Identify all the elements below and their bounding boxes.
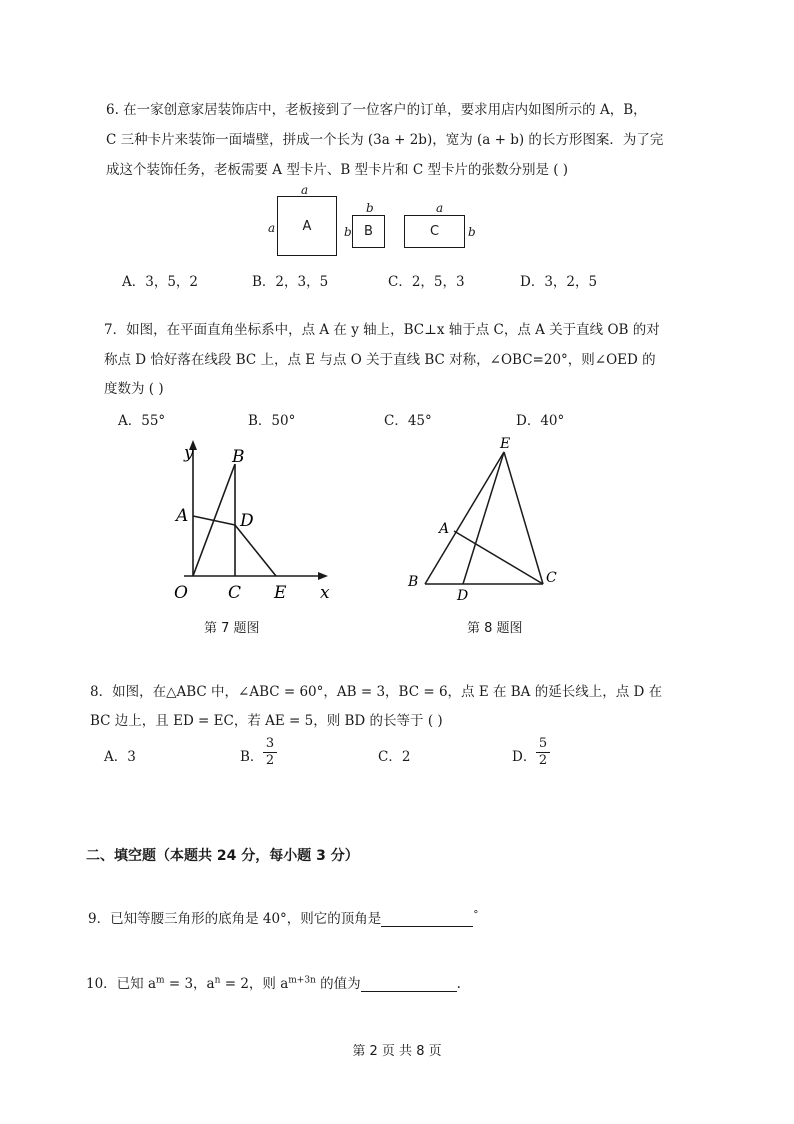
segment-de bbox=[235, 525, 276, 576]
q6-option-b: B．2，3，5 bbox=[252, 274, 329, 290]
q8-line-2: BC 边上，且 ED = EC，若 AE = 5，则 BD 的长等于 ( ) bbox=[90, 713, 443, 729]
card-b bbox=[352, 215, 385, 248]
fig7-label-e: E bbox=[274, 583, 287, 603]
fig7-label-x: x bbox=[320, 583, 330, 603]
q8-line-1: 8．如图，在△ABC 中，∠ABC = 60°，AB = 3，BC = 6，点 E 在 BA 的延长线上，点 D 在 bbox=[90, 684, 663, 700]
card-b-top-label: b bbox=[366, 201, 374, 215]
segment-ad bbox=[193, 516, 235, 525]
q10-mid-2: = 2，则 a bbox=[220, 976, 289, 992]
q8-option-b-fraction bbox=[263, 736, 277, 769]
q10-exp-m: m bbox=[156, 975, 165, 986]
q7-option-d: D．40° bbox=[516, 413, 565, 429]
q10-mid-3: 的值为 bbox=[315, 976, 361, 992]
q8-option-c: C．2 bbox=[378, 749, 411, 765]
x-axis-arrow-icon bbox=[318, 572, 328, 580]
page-footer: 第 2 页 共 8 页 bbox=[352, 1044, 442, 1059]
q10-exp-mn: m+3n bbox=[288, 975, 316, 986]
q6-option-c: C．2，5，3 bbox=[388, 274, 465, 290]
card-a-label: A bbox=[302, 218, 312, 234]
q8-option-b-numerator: 3 bbox=[263, 736, 277, 753]
q9-answer-blank[interactable] bbox=[381, 912, 473, 927]
segment-eb bbox=[425, 452, 504, 584]
fig7-label-b: B bbox=[232, 447, 245, 467]
q8-option-d-prefix: D． bbox=[512, 749, 537, 765]
q7-option-c: C．45° bbox=[384, 413, 432, 429]
q6-option-a: A．3，5，2 bbox=[122, 274, 199, 290]
q6-option-d: D．3，2，5 bbox=[520, 274, 598, 290]
q10-exp-n: n bbox=[214, 975, 221, 986]
card-c-label: C bbox=[429, 224, 440, 239]
q8-option-b-prefix: B． bbox=[240, 749, 264, 765]
q8-option-d-denominator: 2 bbox=[538, 753, 548, 768]
card-c-top-label: a bbox=[436, 201, 444, 215]
q7-option-a: A．55° bbox=[118, 413, 166, 429]
q8-figure bbox=[400, 432, 570, 606]
fig7-label-a: A bbox=[176, 506, 189, 526]
fig8-label-a: A bbox=[439, 521, 450, 537]
q6-line-1: 6. 在一家创意家居装饰店中，老板接到了一位客户的订单，要求用店内如图所示的 A，B， bbox=[106, 102, 647, 118]
card-a-side-label: a bbox=[268, 221, 276, 235]
fig7-label-y: y bbox=[184, 443, 194, 463]
card-b-side-label: b bbox=[344, 225, 352, 239]
q9-suffix: ° bbox=[473, 909, 479, 921]
q10-answer-blank[interactable] bbox=[361, 977, 457, 992]
section-2-heading: 二、填空题（本题共 24 分，每小题 3 分） bbox=[86, 848, 359, 864]
card-a bbox=[277, 196, 337, 256]
q10-mid-1: = 3，a bbox=[164, 976, 215, 992]
q7-line-2: 称点 D 恰好落在线段 BC 上，点 E 与点 O 关于直线 BC 对称，∠OBC=20°，则∠OED 的 bbox=[104, 352, 656, 368]
q10-line bbox=[86, 972, 461, 992]
fig8-label-c: C bbox=[546, 570, 557, 586]
card-b-label: B bbox=[364, 224, 373, 239]
q7-line-3: 度数为 ( ) bbox=[104, 381, 164, 397]
q6-line-3: 成这个装饰任务，老板需要 A 型卡片、B 型卡片和 C 型卡片的张数分别是 ( ) bbox=[106, 162, 569, 178]
q8-figure-caption: 第 8 题图 bbox=[467, 621, 523, 636]
fig8-label-e: E bbox=[500, 436, 511, 452]
card-c-side-label: b bbox=[468, 225, 476, 239]
q9-line bbox=[88, 907, 478, 927]
q7-figure bbox=[160, 436, 340, 606]
fig8-label-b: B bbox=[408, 574, 419, 590]
q10-prefix: 10．已知 a bbox=[86, 976, 157, 992]
q7-option-b: B．50° bbox=[248, 413, 296, 429]
q6-line-2: C 三种卡片来装饰一面墙壁，拼成一个长为 (3a + 2b)，宽为 (a + b) 的长方形图案．为了完 bbox=[106, 132, 664, 148]
q8-option-a: A．3 bbox=[104, 749, 136, 765]
segment-ed bbox=[463, 452, 504, 584]
fig7-label-d: D bbox=[240, 511, 254, 531]
fig7-label-o: O bbox=[174, 583, 188, 603]
fig7-label-c: C bbox=[228, 583, 242, 603]
q9-text: 9．已知等腰三角形的底角是 40°，则它的顶角是 bbox=[88, 911, 382, 927]
q8-option-b-denominator: 2 bbox=[265, 753, 275, 768]
card-a-top-label: a bbox=[301, 183, 309, 197]
q7-line-1: 7．如图，在平面直角坐标系中，点 A 在 y 轴上，BC⊥x 轴于点 C，点 A 关于直线 OB 的对 bbox=[104, 322, 660, 338]
q8-option-d-numerator: 5 bbox=[536, 736, 550, 753]
q7-figure-caption: 第 7 题图 bbox=[204, 621, 260, 636]
q10-suffix: . bbox=[456, 976, 461, 992]
q8-option-d-fraction bbox=[536, 736, 550, 769]
fig8-label-d: D bbox=[457, 588, 469, 604]
card-c bbox=[404, 215, 465, 248]
